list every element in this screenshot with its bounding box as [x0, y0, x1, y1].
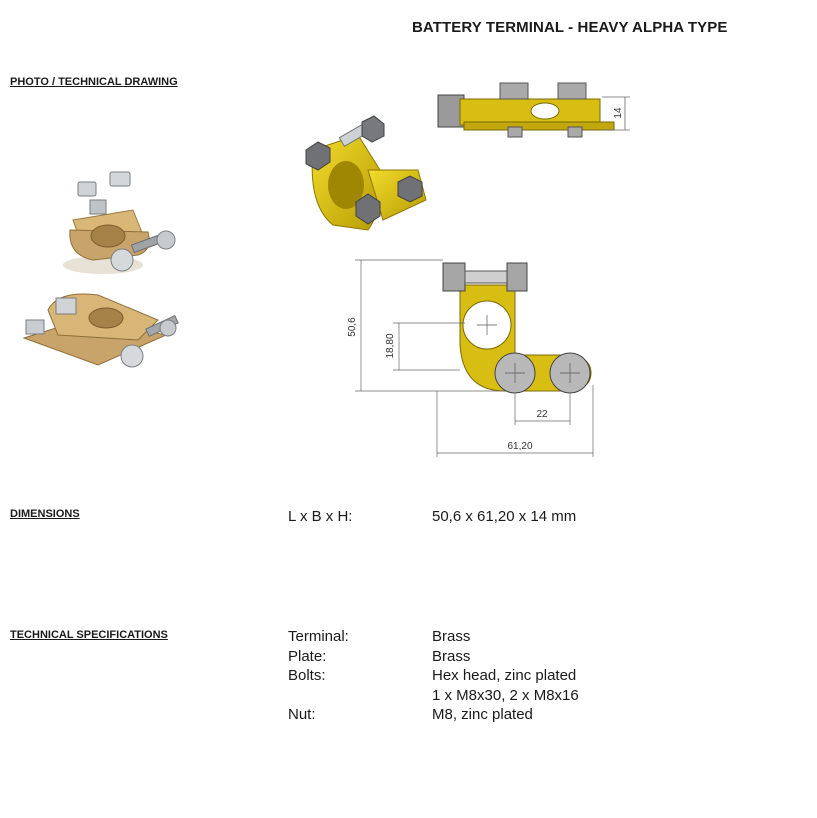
dim-width-label: 61,20: [507, 441, 533, 452]
spec-terminal-value: Brass: [432, 628, 471, 645]
spec-bolts-value: Hex head, zinc plated: [432, 667, 577, 684]
spec-terminal-label: Terminal:: [288, 628, 349, 645]
dimensions-label: L x B x H:: [288, 508, 353, 525]
section-specs-heading: TECHNICAL SPECIFICATIONS: [10, 629, 168, 641]
spec-plate-label: Plate:: [288, 647, 327, 665]
dim-bolt-spacing-label: 22: [536, 409, 548, 420]
terminal-3d-render: [288, 110, 433, 240]
dim-post-label: 18,80: [385, 333, 396, 359]
dim-thickness-label: 14: [613, 107, 624, 119]
terminal-top-view-drawing: [430, 75, 640, 145]
dimensions-value: 50,6 x 61,20 x 14 mm: [432, 508, 577, 525]
spec-nut-value: M8, zinc plated: [432, 706, 533, 723]
spec-bolts-label: Bolts:: [288, 667, 326, 684]
section-dimensions-heading: DIMENSIONS: [10, 508, 80, 520]
section-photo-heading: PHOTO / TECHNICAL DRAWING: [10, 76, 178, 88]
page-title: BATTERY TERMINAL - HEAVY ALPHA TYPE: [412, 19, 728, 36]
terminal-front-view-drawing: [335, 245, 605, 465]
product-photos: [18, 160, 193, 380]
brass-terminal-photo-top: [63, 172, 175, 274]
spec-plate-value: Brass: [432, 647, 471, 665]
spec-bolts-sizes-value: 1 x M8x30, 2 x M8x16: [432, 686, 579, 704]
spec-nut-label: Nut:: [288, 706, 316, 723]
brass-terminal-photo-bottom: [24, 294, 178, 367]
dim-height-label: 50,6: [347, 317, 358, 337]
